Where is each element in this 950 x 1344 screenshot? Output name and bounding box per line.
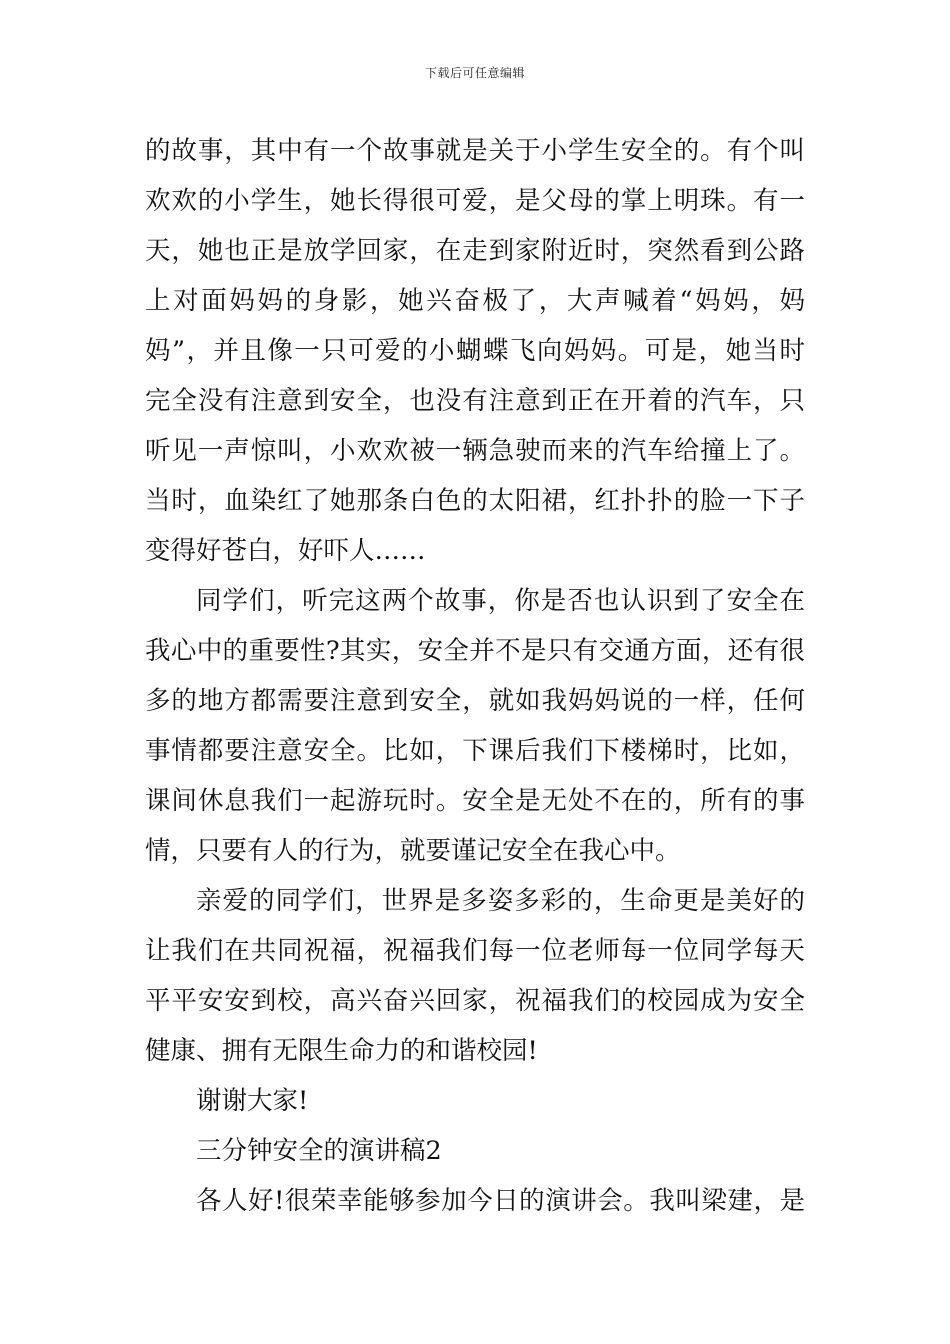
body-line: 妈”，并且像一只可爱的小蝴蝶飞向妈妈。可是，她当时 — [145, 336, 805, 366]
body-line: 情，只要有人的行为，就要谨记安全在我心中。 — [145, 836, 681, 866]
header-note: 下载后可任意编辑 — [424, 66, 525, 80]
paragraph-first-line: 各人好!很荣幸能够参加今日的演讲会。我叫梁建，是 — [196, 1186, 805, 1216]
body-line: 让我们在共同祝福，祝福我们每一位老师每一位同学每天 — [145, 936, 805, 966]
body-line: 多的地方都需要注意到安全，就如我妈妈说的一样，任何 — [145, 686, 805, 716]
section-heading: 三分钟安全的演讲稿2 — [196, 1136, 442, 1166]
body-line: 天，她也正是放学回家，在走到家附近时，突然看到公路 — [145, 236, 805, 266]
body-line: 课间休息我们一起游玩时。安全是无处不在的，所有的事 — [145, 786, 805, 816]
body-line: 当时，血染红了她那条白色的太阳裙，红扑扑的脸一下子 — [145, 486, 805, 516]
body-line: 的故事，其中有一个故事就是关于小学生安全的。有个叫 — [145, 136, 805, 166]
body-line: 事情都要注意安全。比如，下课后我们下楼梯时，比如， — [145, 736, 805, 766]
body-line: 上对面妈妈的身影，她兴奋极了，大声喊着“妈妈，妈 — [145, 286, 805, 316]
document-body — [145, 126, 805, 1226]
body-line: 我心中的重要性?其实，安全并不是只有交通方面，还有很 — [145, 636, 805, 666]
paragraph-first-line: 同学们，听完这两个故事，你是否也认识到了安全在 — [196, 586, 805, 616]
body-line: 健康、拥有无限生命力的和谐校园! — [145, 1036, 538, 1066]
body-line: 完全没有注意到安全，也没有注意到正在开着的汽车，只 — [145, 386, 805, 416]
closing-line: 谢谢大家! — [196, 1086, 309, 1116]
body-line: 欢欢的小学生，她长得很可爱，是父母的掌上明珠。有一 — [145, 186, 805, 216]
paragraph-first-line: 亲爱的同学们，世界是多姿多彩的，生命更是美好的 — [196, 886, 805, 916]
body-line: 变得好苍白，好吓人…… — [145, 536, 426, 566]
body-line: 听见一声惊叫，小欢欢被一辆急驶而来的汽车给撞上了。 — [145, 436, 805, 466]
body-line: 平平安安到校，高兴奋兴回家，祝福我们的校园成为安全 — [145, 986, 805, 1016]
